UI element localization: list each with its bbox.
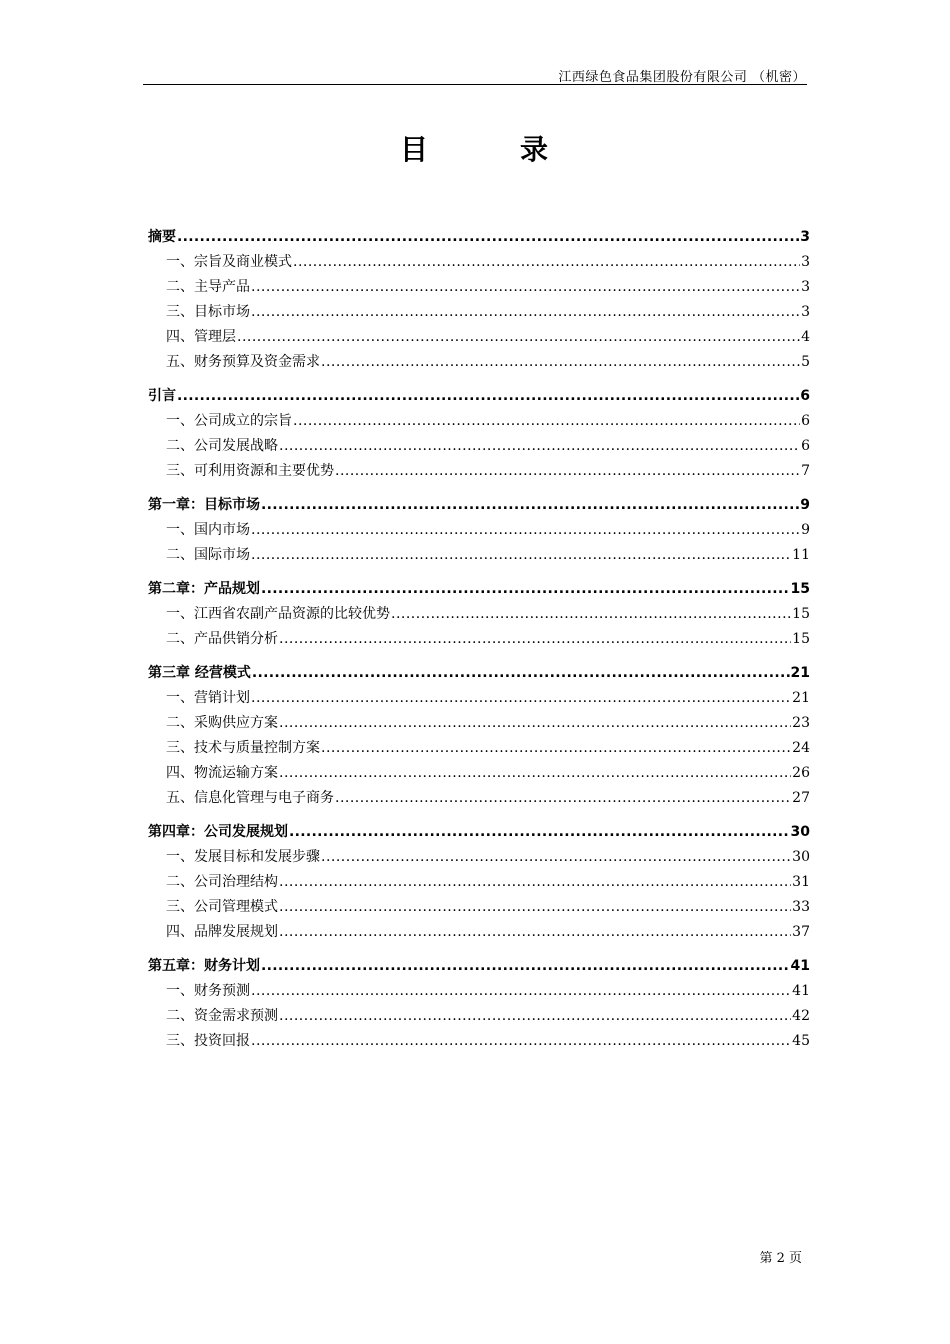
toc-section-entry[interactable] (148, 736, 810, 761)
toc-section-entry[interactable] (148, 686, 810, 711)
toc-entry-page: 3 (801, 304, 810, 320)
toc-section-entry[interactable] (148, 627, 810, 652)
toc-section-entry[interactable] (148, 1029, 810, 1054)
toc-dot-leader (279, 711, 791, 736)
toc-entry-page: 21 (790, 665, 810, 681)
toc-dot-leader (335, 786, 791, 811)
toc-dot-leader (289, 820, 790, 845)
toc-entry-label: 一、宗旨及商业模式 (166, 254, 292, 270)
toc-chapter-entry[interactable] (148, 954, 810, 979)
toc-entry-page: 30 (792, 849, 810, 865)
toc-dot-leader (391, 602, 791, 627)
toc-entry-label: 二、公司发展战略 (166, 438, 278, 454)
toc-section-entry[interactable] (148, 518, 810, 543)
toc-dot-leader (251, 1029, 791, 1054)
toc-entry-label: 第一章：目标市场 (148, 497, 260, 513)
toc-chapter-entry[interactable] (148, 493, 810, 518)
toc-section-entry[interactable] (148, 1004, 810, 1029)
toc-dot-leader (335, 459, 800, 484)
toc-entry-page: 5 (801, 354, 810, 370)
toc-entry-page: 45 (792, 1033, 810, 1049)
toc-dot-leader (177, 225, 799, 250)
toc-entry-label: 三、投资回报 (166, 1033, 250, 1049)
toc-dot-leader (279, 434, 800, 459)
toc-section-entry[interactable] (148, 845, 810, 870)
toc-entry-label: 一、营销计划 (166, 690, 250, 706)
toc-entry-page: 26 (792, 765, 810, 781)
toc-section-entry[interactable] (148, 300, 810, 325)
toc-entry-page: 15 (792, 631, 810, 647)
toc-dot-leader (279, 870, 791, 895)
title-char-2: 录 (520, 133, 551, 166)
table-of-contents (148, 225, 810, 1054)
toc-entry-label: 一、财务预测 (166, 983, 250, 999)
toc-section-entry[interactable] (148, 275, 810, 300)
toc-section-entry[interactable] (148, 979, 810, 1004)
toc-entry-label: 二、资金需求预测 (166, 1008, 278, 1024)
toc-dot-leader (279, 920, 791, 945)
toc-dot-leader (293, 250, 800, 275)
toc-dot-leader (251, 686, 791, 711)
toc-dot-leader (251, 300, 800, 325)
toc-entry-page: 41 (792, 983, 810, 999)
toc-section-entry[interactable] (148, 459, 810, 484)
toc-entry-label: 摘要 (148, 229, 176, 245)
title-char-1: 目 (399, 133, 430, 166)
toc-entry-page: 15 (790, 581, 810, 597)
toc-chapter-entry[interactable] (148, 820, 810, 845)
toc-entry-page: 7 (801, 463, 810, 479)
toc-entry-page: 30 (790, 824, 810, 840)
toc-dot-leader (261, 493, 799, 518)
toc-entry-label: 第四章：公司发展规划 (148, 824, 288, 840)
toc-entry-label: 二、采购供应方案 (166, 715, 278, 731)
toc-entry-label: 四、物流运输方案 (166, 765, 278, 781)
toc-entry-page: 33 (792, 899, 810, 915)
toc-entry-page: 6 (801, 438, 810, 454)
toc-dot-leader (321, 736, 791, 761)
toc-entry-label: 四、管理层 (166, 329, 236, 345)
toc-entry-page: 15 (792, 606, 810, 622)
toc-dot-leader (321, 350, 800, 375)
toc-chapter-entry[interactable] (148, 661, 810, 686)
toc-entry-label: 一、公司成立的宗旨 (166, 413, 292, 429)
toc-entry-page: 24 (792, 740, 810, 756)
toc-entry-page: 9 (800, 497, 810, 513)
toc-section-entry[interactable] (148, 325, 810, 350)
toc-entry-label: 引言 (148, 388, 176, 404)
toc-dot-leader (279, 761, 791, 786)
toc-dot-leader (279, 627, 791, 652)
toc-entry-label: 二、国际市场 (166, 547, 250, 563)
toc-dot-leader (251, 518, 800, 543)
toc-entry-label: 二、主导产品 (166, 279, 250, 295)
toc-dot-leader (321, 845, 791, 870)
toc-chapter-entry[interactable] (148, 384, 810, 409)
toc-entry-page: 6 (801, 413, 810, 429)
toc-section-entry[interactable] (148, 870, 810, 895)
toc-entry-label: 一、发展目标和发展步骤 (166, 849, 320, 865)
toc-entry-page: 6 (800, 388, 810, 404)
toc-section-entry[interactable] (148, 434, 810, 459)
toc-entry-label: 一、国内市场 (166, 522, 250, 538)
toc-entry-page: 3 (801, 279, 810, 295)
toc-entry-label: 第三章 经营模式 (148, 665, 251, 681)
toc-dot-leader (279, 895, 791, 920)
toc-entry-page: 3 (801, 254, 810, 270)
toc-entry-label: 五、财务预算及资金需求 (166, 354, 320, 370)
toc-section-entry[interactable] (148, 543, 810, 568)
toc-entry-label: 四、品牌发展规划 (166, 924, 278, 940)
running-header: 江西绿色食品集团股份有限公司 （机密） (558, 70, 806, 85)
toc-entry-label: 三、可利用资源和主要优势 (166, 463, 334, 479)
toc-section-entry[interactable] (148, 602, 810, 627)
toc-section-entry[interactable] (148, 409, 810, 434)
toc-entry-page: 4 (801, 329, 810, 345)
toc-dot-leader (251, 275, 800, 300)
toc-entry-page: 11 (792, 547, 810, 563)
toc-section-entry[interactable] (148, 895, 810, 920)
toc-entry-label: 三、目标市场 (166, 304, 250, 320)
toc-section-entry[interactable] (148, 350, 810, 375)
toc-entry-page: 27 (792, 790, 810, 806)
page-title (0, 128, 950, 168)
toc-entry-page: 3 (800, 229, 810, 245)
toc-dot-leader (293, 409, 800, 434)
toc-entry-page: 23 (792, 715, 810, 731)
toc-entry-page: 9 (801, 522, 810, 538)
toc-section-entry[interactable] (148, 786, 810, 811)
header-rule (143, 84, 807, 85)
toc-chapter-entry[interactable] (148, 577, 810, 602)
toc-entry-label: 三、技术与质量控制方案 (166, 740, 320, 756)
toc-entry-label: 二、公司治理结构 (166, 874, 278, 890)
toc-entry-label: 第五章：财务计划 (148, 958, 260, 974)
toc-section-entry[interactable] (148, 761, 810, 786)
toc-entry-label: 二、产品供销分析 (166, 631, 278, 647)
toc-entry-label: 三、公司管理模式 (166, 899, 278, 915)
toc-dot-leader (261, 577, 790, 602)
toc-dot-leader (279, 1004, 791, 1029)
toc-entry-page: 21 (792, 690, 810, 706)
toc-dot-leader (237, 325, 800, 350)
toc-section-entry[interactable] (148, 711, 810, 736)
toc-entry-label: 第二章：产品规划 (148, 581, 260, 597)
toc-dot-leader (252, 661, 790, 686)
toc-entry-page: 41 (790, 958, 810, 974)
toc-entry-label: 五、信息化管理与电子商务 (166, 790, 334, 806)
toc-dot-leader (251, 543, 791, 568)
toc-dot-leader (177, 384, 799, 409)
toc-section-entry[interactable] (148, 920, 810, 945)
toc-dot-leader (251, 979, 791, 1004)
toc-entry-label: 一、江西省农副产品资源的比较优势 (166, 606, 390, 622)
page-number: 第 2 页 (759, 1251, 802, 1266)
toc-dot-leader (261, 954, 790, 979)
toc-entry-page: 42 (792, 1008, 810, 1024)
toc-section-entry[interactable] (148, 250, 810, 275)
toc-entry-page: 31 (792, 874, 810, 890)
toc-entry-page: 37 (792, 924, 810, 940)
toc-chapter-entry[interactable] (148, 225, 810, 250)
